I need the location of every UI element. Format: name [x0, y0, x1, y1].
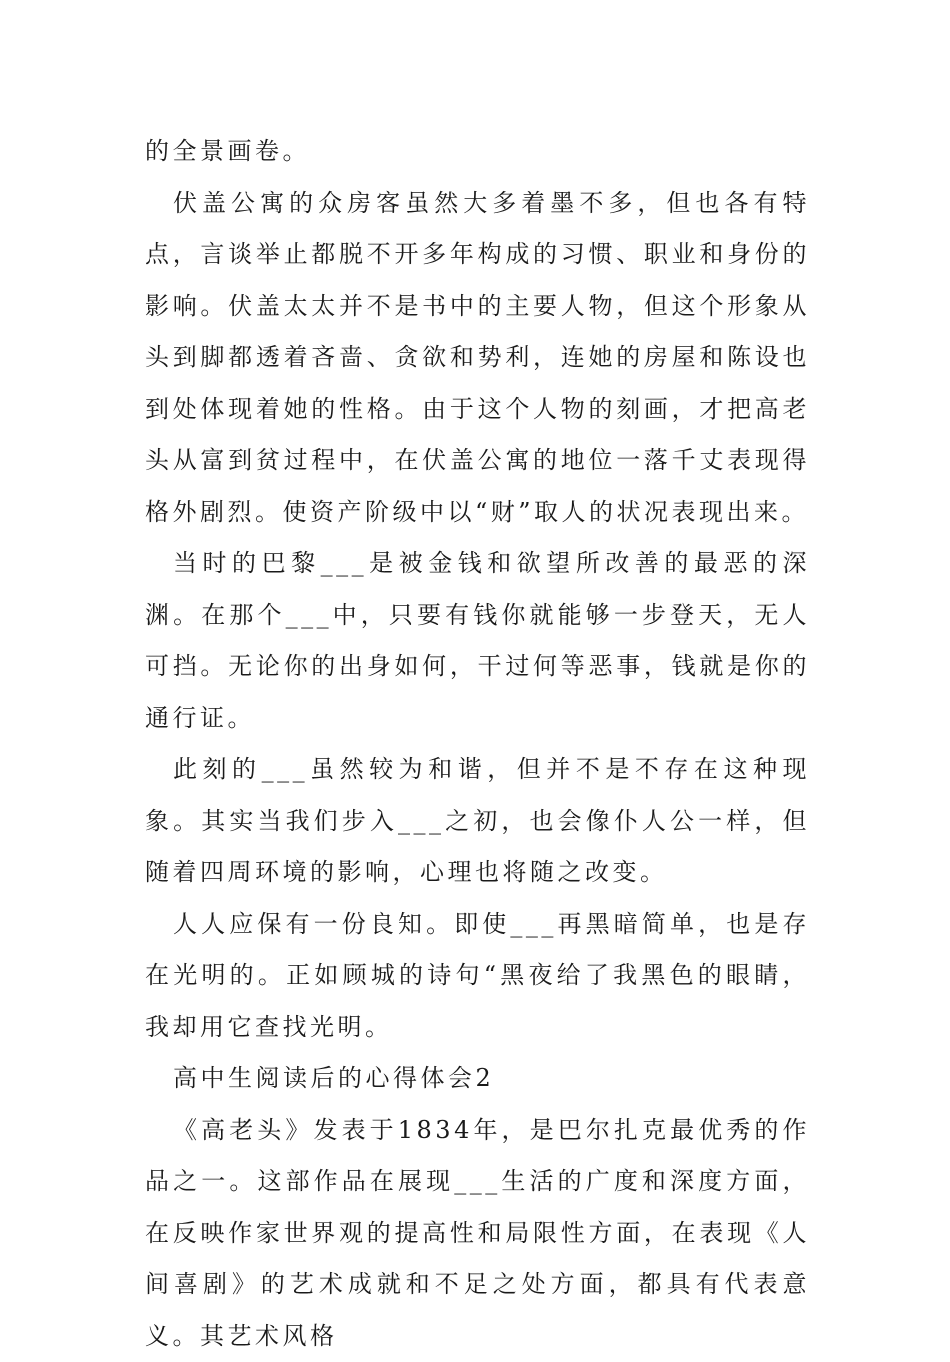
- paragraph-intro: 《高老头》发表于1834年，是巴尔扎克最优秀的作品之一。这部作品在展现___生活的广度和深度方面，在反映作家世界观的提高性和局限性方面，在表现《人间喜剧》的艺术成就和不足之处方面，都具有代表意义。其艺术风格: [145, 1105, 810, 1362]
- paragraph-boarders: 伏盖公寓的众房客虽然大多着墨不多，但也各有特点，言谈举止都脱不开多年构成的习惯、职业和身份的影响。伏盖太太并不是书中的主要人物，但这个形象从头到脚都透着吝啬、贪欲和势利，连她的房屋和陈设也到处体现着她的性格。由于这个人物的刻画，才把高老头从富到贫过程中，在伏盖公寓的地位一落千丈表现得格外剧烈。使资产阶级中以“财”取人的状况表现出来。: [145, 178, 810, 539]
- paragraph-paris: 当时的巴黎___是被金钱和欲望所改善的最恶的深渊。在那个___中，只要有钱你就能够一步登天，无人可挡。无论你的出身如何，干过何等恶事，钱就是你的通行证。: [145, 538, 810, 744]
- document-page: [145, 126, 810, 1362]
- section-heading: 高中生阅读后的心得体会2: [145, 1053, 810, 1105]
- paragraph-conscience: 人人应保有一份良知。即使___再黑暗简单，也是存在光明的。正如顾城的诗句“黑夜给了我黑色的眼睛，我却用它查找光明。: [145, 899, 810, 1054]
- paragraph-present: 此刻的___虽然较为和谐，但并不是不存在这种现象。其实当我们步入___之初，也会像仆人公一样，但随着四周环境的影响，心理也将随之改变。: [145, 744, 810, 899]
- paragraph-continuation: 的全景画卷。: [145, 126, 810, 178]
